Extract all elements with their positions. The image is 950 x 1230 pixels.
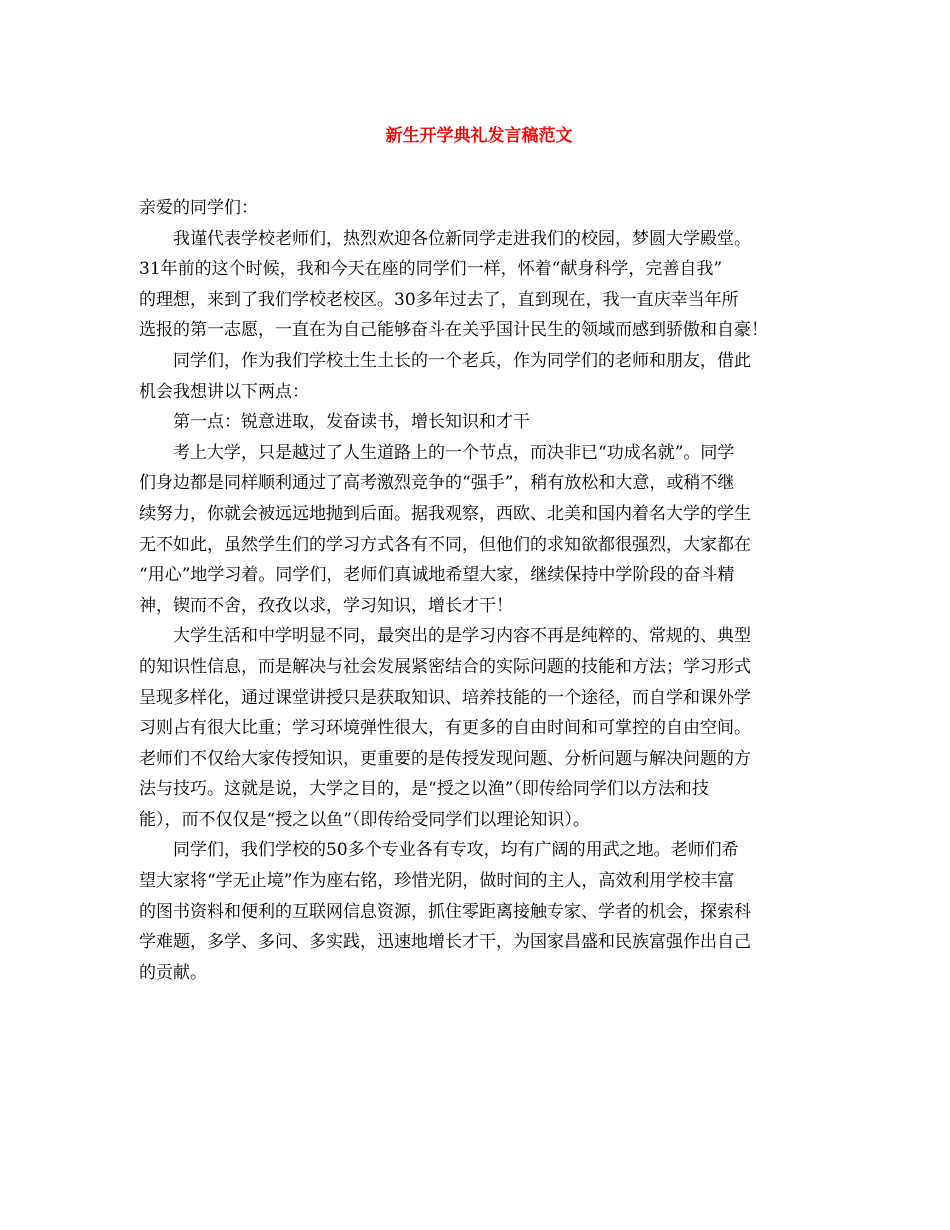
text-line: 的图书资料和便利的互联网信息资源，抓住零距离接触专家、学者的机会，探索科	[139, 901, 751, 922]
text-line: 能），而不仅仅是“授之以鱼”（即传给受同学们以理论知识）。	[139, 809, 590, 830]
text-line: 机会我想讲以下两点：	[139, 381, 309, 402]
text-line: 亲爱的同学们：	[139, 198, 258, 218]
text-line: 法与技巧。这就是说，大学之目的，是“授之以渔”（即传给同学们以方法和技	[139, 779, 709, 800]
text-line: 31年前的这个时候，我和今天在座的同学们一样，怀着“献身科学，完善自我”	[139, 259, 723, 280]
text-line: “用心”地学习着。同学们，老师们真诚地希望大家，继续保持中学阶段的奋斗精	[139, 565, 735, 586]
document-body	[139, 193, 819, 988]
text-line: 老师们不仅给大家传授知识，更重要的是传授发现问题、分析问题与解决问题的方	[139, 748, 751, 769]
text-line: 第一点：锐意进取，发奋读书，增长知识和才干	[173, 412, 530, 433]
text-line: 考上大学，只是越过了人生道路上的一个节点，而决非已“功成名就”。同学	[173, 442, 735, 463]
document-title: 新生开学典礼发言稿范文	[385, 126, 573, 146]
text-line: 大学生活和中学明显不同，最突出的是学习内容不再是纯粹的、常规的、典型	[173, 626, 751, 647]
text-line: 同学们，我们学校的50多个专业各有专攻，均有广阔的用武之地。老师们希	[173, 840, 739, 861]
text-line: 呈现多样化，通过课堂讲授只是获取知识、培养技能的一个途径，而自学和课外学	[139, 687, 751, 708]
text-line: 的贡献。	[139, 962, 207, 983]
text-line: 们身边都是同样顺利通过了高考激烈竞争的“强手”，稍有放松和大意，或稍不继	[139, 473, 735, 494]
text-line: 学难题，多学、多问、多实践，迅速地增长才干，为国家昌盛和民族富强作出自己	[139, 932, 751, 953]
text-line: 的知识性信息，而是解决与社会发展紧密结合的实际问题的技能和方法；学习形式	[139, 656, 751, 677]
text-line: 的理想，来到了我们学校老校区。30多年过去了，直到现在，我一直庆幸当年所	[139, 289, 739, 310]
text-line: 续努力，你就会被远远地抛到后面。据我观察，西欧、北美和国内着名大学的学生	[139, 503, 751, 524]
text-line: 选报的第一志愿，一直在为自己能够奋斗在关乎国计民生的领域而感到骄傲和自豪！	[139, 320, 768, 341]
text-line: 神，锲而不舍，孜孜以求，学习知识，增长才干！	[139, 595, 513, 616]
text-line: 习则占有很大比重；学习环境弹性很大，有更多的自由时间和可掌控的自由空间。	[139, 718, 751, 739]
text-line: 同学们，作为我们学校土生土长的一个老兵，作为同学们的老师和朋友，借此	[173, 350, 751, 371]
text-line: 我谨代表学校老师们，热烈欢迎各位新同学走进我们的校园，梦圆大学殿堂。	[173, 228, 751, 249]
text-line: 无不如此，虽然学生们的学习方式各有不同，但他们的求知欲都很强烈，大家都在	[139, 534, 751, 555]
text-line: 望大家将“学无止境”作为座右铭，珍惜光阴，做时间的主人，高效利用学校丰富	[139, 871, 735, 892]
